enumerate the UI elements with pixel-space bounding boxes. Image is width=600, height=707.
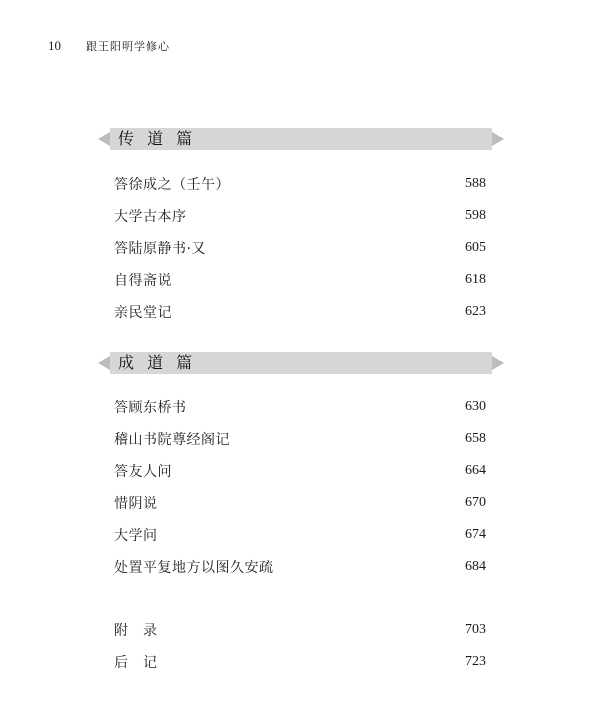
section-title: 传 道 篇 (118, 129, 197, 148)
entry-title: 答徐成之（壬午） (114, 177, 230, 193)
toc-list-chuandao (114, 168, 486, 328)
toc-entry[interactable] (114, 264, 486, 296)
entry-title: 稽山书院尊经阁记 (114, 432, 230, 448)
book-title: 跟王阳明学修心 (86, 40, 170, 53)
entry-page: 630 (465, 399, 486, 414)
entry-title: 自得斋说 (114, 273, 172, 289)
entry-title: 答友人问 (114, 464, 172, 480)
entry-title: 附 录 (114, 623, 158, 639)
running-header (48, 38, 170, 54)
entry-page: 605 (465, 240, 486, 255)
toc-entry[interactable] (114, 200, 486, 232)
entry-page: 703 (465, 622, 486, 637)
toc-entry[interactable] (114, 168, 486, 200)
toc-entry[interactable] (114, 232, 486, 264)
entry-page: 664 (465, 463, 486, 478)
entry-page: 684 (465, 559, 486, 574)
section-banner-chengdao (98, 352, 504, 374)
toc-list-appendix (114, 614, 486, 678)
toc-entry-appendix[interactable] (114, 614, 486, 646)
toc-entry[interactable] (114, 296, 486, 328)
toc-entry[interactable] (114, 391, 486, 423)
entry-page: 623 (465, 304, 486, 319)
entry-title: 答陆原静书·又 (114, 241, 206, 257)
entry-title: 大学问 (114, 528, 158, 544)
entry-title: 答顾东桥书 (114, 400, 187, 416)
entry-page: 598 (465, 208, 486, 223)
toc-entry-afterword[interactable] (114, 646, 486, 678)
entry-title: 大学古本序 (114, 209, 187, 225)
entry-page: 588 (465, 176, 486, 191)
entry-page: 658 (465, 431, 486, 446)
entry-title: 亲民堂记 (114, 305, 172, 321)
toc-entry[interactable] (114, 487, 486, 519)
toc-entry[interactable] (114, 455, 486, 487)
entry-title: 处置平复地方以图久安疏 (114, 560, 274, 576)
entry-page: 674 (465, 527, 486, 542)
entry-page: 618 (465, 272, 486, 287)
section-title: 成 道 篇 (118, 353, 197, 372)
toc-entry[interactable] (114, 551, 486, 583)
toc-entry[interactable] (114, 519, 486, 551)
entry-page: 723 (465, 654, 486, 669)
toc-entry[interactable] (114, 423, 486, 455)
entry-page: 670 (465, 495, 486, 510)
toc-list-chengdao (114, 391, 486, 583)
section-banner-chuandao (98, 128, 504, 150)
entry-title: 惜阴说 (114, 496, 158, 512)
entry-title: 后 记 (114, 655, 158, 671)
page-number: 10 (48, 38, 61, 53)
